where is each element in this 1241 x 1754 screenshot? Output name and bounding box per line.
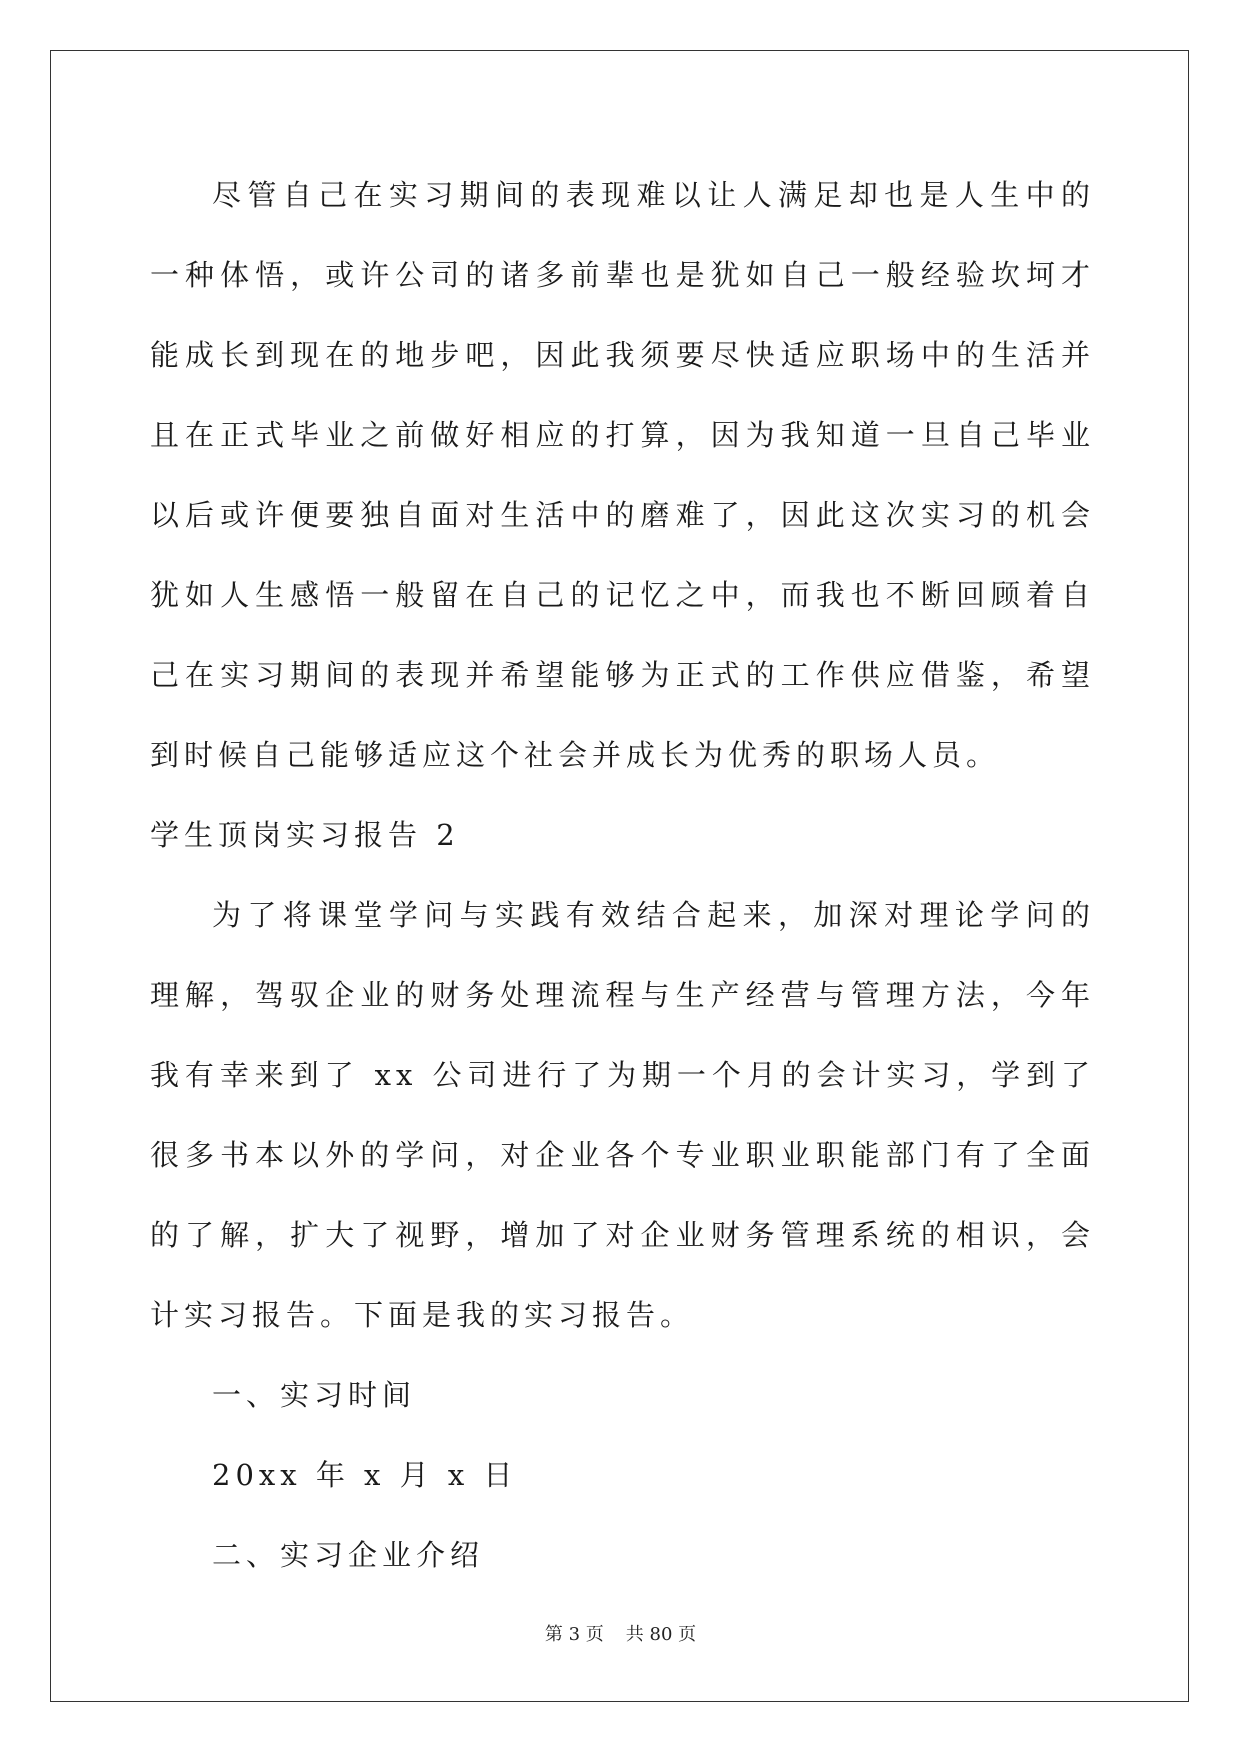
practice-date: 20xx 年 x 月 x 日 <box>212 1458 518 1492</box>
page-total: 共 80 页 <box>625 1624 697 1645</box>
paragraph-1: 尽管自己在实习期间的表现难以让人满足却也是人生中的一种体悟，或许公司的诸多前辈也是犹如自己一般经验坎坷才能成长到现在的地步吧，因此我须要尽快适应职场中的生活并且在正式毕业之前做好相应的打算，因为我知道一旦自己毕业以后或许便要独自面对生活中的磨难了，因此这次实习的机会犹如人生感悟一般留在自己的记忆之中，而我也不断回顾着自己在实习期间的表现并希望能够为正式的工作供应借鉴，希望到时候自己能够适应这个社会并成长为优秀的职场人员。 <box>150 178 1095 772</box>
section-heading: 学生顶岗实习报告 2 <box>150 818 460 852</box>
subheading-company-intro: 二、实习企业介绍 <box>212 1538 485 1572</box>
page-footer <box>0 1620 1241 1646</box>
subheading-practice-time: 一、实习时间 <box>212 1378 417 1412</box>
document-body <box>150 155 1095 1595</box>
paragraph-2: 为了将课堂学问与实践有效结合起来，加深对理论学问的理解，驾驭企业的财务处理流程与生产经营与管理方法，今年我有幸来到了 xx 公司进行了为期一个月的会计实习，学到了很多书本以外的学问，对企业各个专业职业职能部门有了全面的了解，扩大了视野，增加了对企业财务管理系统的相识，会计实习报告。下面是我的实习报告。 <box>150 898 1095 1332</box>
page-number: 第 3 页 <box>544 1624 604 1645</box>
